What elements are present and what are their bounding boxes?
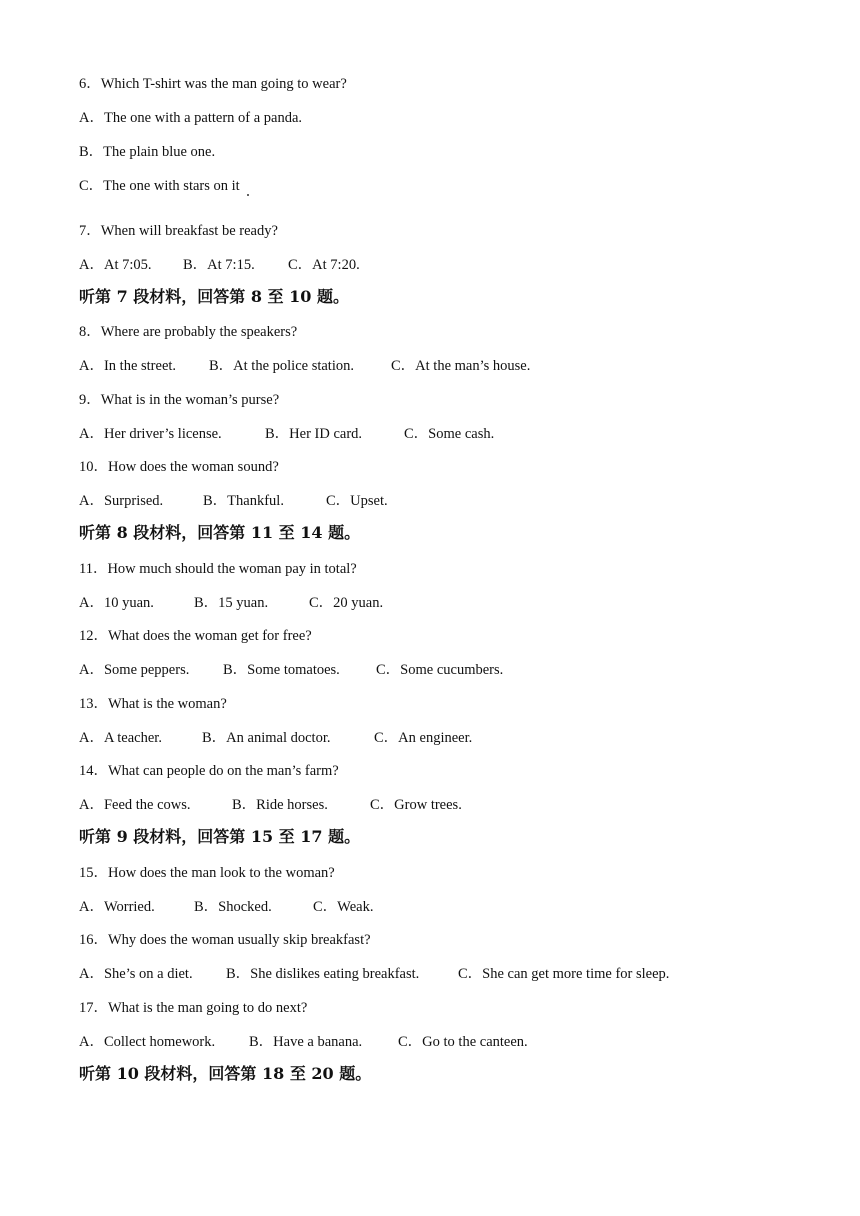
question-10-option-b: B．Thankful. xyxy=(203,493,284,509)
question-13: 13．What is the woman? xyxy=(79,696,227,712)
question-6-option-a: A．The one with a pattern of a panda. xyxy=(79,110,303,126)
question-14: 14．What can people do on the man’s farm? xyxy=(79,763,339,779)
section-heading-9: 听第 9 段材料，回答第 15 至 17 题。 xyxy=(79,827,361,846)
question-15: 15．How does the man look to the woman? xyxy=(79,865,335,881)
question-9-options xyxy=(79,425,494,443)
question-7-option-a: A．At 7:05. xyxy=(79,257,152,273)
question-10-options xyxy=(79,492,388,510)
question-6: 6．Which T-shirt was the man going to wear? xyxy=(79,76,347,92)
question-17-option-c: C．Go to the canteen. xyxy=(398,1034,528,1050)
question-16-option-b: B．She dislikes eating breakfast. xyxy=(226,966,420,982)
question-9-option-a: A．Her driver’s license. xyxy=(79,426,222,442)
question-10-option-a: A．Surprised. xyxy=(79,493,164,509)
question-11-option-a: A．10 yuan. xyxy=(79,595,154,611)
question-12-option-c: C．Some cucumbers. xyxy=(376,662,504,678)
question-13-option-a: A．A teacher. xyxy=(79,730,162,746)
question-8-option-c: C．At the man’s house. xyxy=(391,358,531,374)
question-14-option-c: C．Grow trees. xyxy=(370,797,462,813)
question-11: 11．How much should the woman pay in total? xyxy=(79,561,357,577)
question-15-options xyxy=(79,898,373,916)
question-15-option-a: A．Worried. xyxy=(79,899,155,915)
question-8: 8．Where are probably the speakers? xyxy=(79,324,298,340)
question-13-options xyxy=(79,729,472,747)
question-11-option-c: C．20 yuan. xyxy=(309,595,384,611)
question-11-options xyxy=(79,594,383,612)
question-17-option-b: B．Have a banana. xyxy=(249,1034,363,1050)
question-14-option-b: B．Ride horses. xyxy=(232,797,328,813)
section-heading-7: 听第 7 段材料，回答第 8 至 10 题。 xyxy=(79,287,349,306)
question-10: 10．How does the woman sound? xyxy=(79,459,279,475)
question-16: 16．Why does the woman usually skip breakfast? xyxy=(79,932,371,948)
question-9: 9．What is in the woman’s purse? xyxy=(79,392,280,408)
question-14-options xyxy=(79,796,462,814)
question-11-option-b: B．15 yuan. xyxy=(194,595,269,611)
question-14-option-a: A．Feed the cows. xyxy=(79,797,191,813)
question-13-option-b: B．An animal doctor. xyxy=(202,730,331,746)
question-8-option-b: B．At the police station. xyxy=(209,358,354,374)
section-heading-10: 听第 10 段材料，回答第 18 至 20 题。 xyxy=(79,1064,372,1083)
question-16-option-a: A．She’s on a diet. xyxy=(79,966,193,982)
question-12: 12．What does the woman get for free? xyxy=(79,628,312,644)
stray-dot xyxy=(247,194,249,196)
question-7-option-c: C．At 7:20. xyxy=(288,257,360,273)
question-8-option-a: A．In the street. xyxy=(79,358,177,374)
question-17-options xyxy=(79,1033,528,1051)
question-7: 7．When will breakfast be ready? xyxy=(79,223,278,239)
question-17-option-a: A．Collect homework. xyxy=(79,1034,216,1050)
question-15-option-b: B．Shocked. xyxy=(194,899,272,915)
section-heading-8: 听第 8 段材料，回答第 11 至 14 题。 xyxy=(79,523,361,542)
question-7-options xyxy=(79,256,360,274)
question-12-options xyxy=(79,661,503,679)
question-6-option-b: B．The plain blue one. xyxy=(79,144,216,160)
question-12-option-a: A．Some peppers. xyxy=(79,662,190,678)
question-16-options xyxy=(79,965,669,983)
question-9-option-c: C．Some cash. xyxy=(404,426,495,442)
question-16-option-c: C．She can get more time for sleep. xyxy=(458,966,670,982)
question-9-option-b: B．Her ID card. xyxy=(265,426,363,442)
question-7-option-b: B．At 7:15. xyxy=(183,257,255,273)
question-8-options xyxy=(79,357,530,375)
question-6-option-c: C．The one with stars on it xyxy=(79,178,240,194)
question-12-option-b: B．Some tomatoes. xyxy=(223,662,340,678)
question-13-option-c: C．An engineer. xyxy=(374,730,473,746)
question-15-option-c: C．Weak. xyxy=(313,899,374,915)
question-17: 17．What is the man going to do next? xyxy=(79,1000,308,1016)
question-10-option-c: C．Upset. xyxy=(326,493,388,509)
